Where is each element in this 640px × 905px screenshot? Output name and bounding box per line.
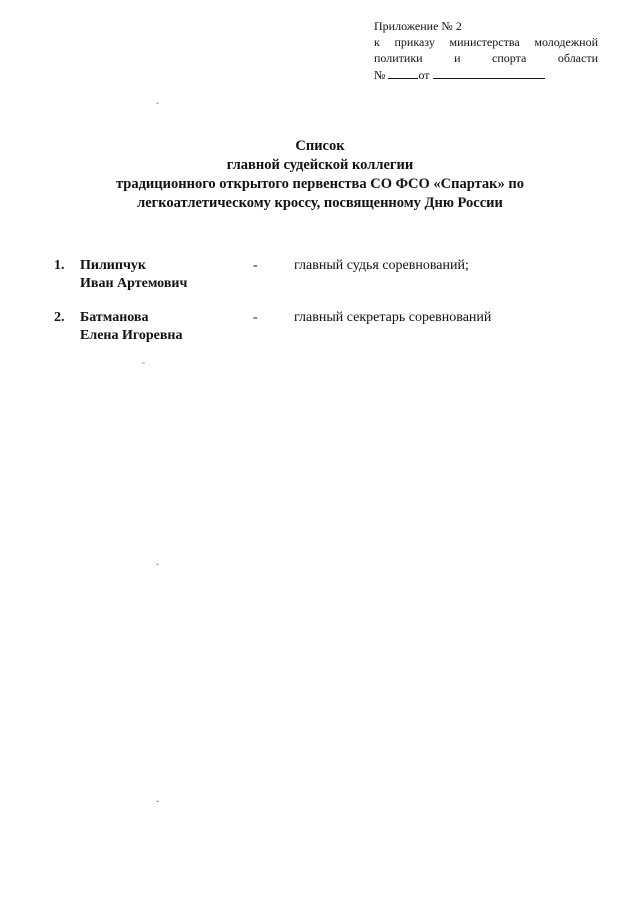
entry-dash: - xyxy=(253,310,258,325)
appendix-number-date-line xyxy=(374,66,598,83)
entry-name xyxy=(80,309,183,345)
title-line-2: главной судейской коллегии xyxy=(226,157,414,173)
entry-given-names: Елена Игоревна xyxy=(80,328,183,343)
entry-number: 1. xyxy=(54,258,65,273)
entry-role: главный судья соревнований; xyxy=(294,258,469,273)
appendix-order-line: к приказу министерства молодежной xyxy=(374,35,598,49)
document-title xyxy=(100,137,540,213)
entry-name xyxy=(80,257,187,293)
entry-dash: - xyxy=(253,258,258,273)
appendix-ministry-line: политики и спорта области xyxy=(374,51,598,65)
entry-surname: Пилипчук xyxy=(80,258,146,273)
appendix-header xyxy=(374,18,598,83)
entry-role: главный секретарь соревнований xyxy=(294,310,492,325)
scan-speck: ˆ xyxy=(156,101,159,111)
scan-speck: ˇ xyxy=(156,562,159,572)
list-item xyxy=(54,309,574,349)
title-line-1: Список xyxy=(295,138,345,154)
number-blank xyxy=(388,66,418,79)
title-line-4: легкоатлетическому кроссу, посвященному Дню России xyxy=(137,195,503,211)
title-line-3: традиционного открытого первенства СО ФСО «Спартак» по xyxy=(115,176,525,192)
entry-surname: Батманова xyxy=(80,310,149,325)
date-blank xyxy=(433,66,545,79)
entry-number: 2. xyxy=(54,310,65,325)
scan-speck: ˇ xyxy=(156,799,159,809)
entry-given-names: Иван Артемович xyxy=(80,276,188,291)
list-item xyxy=(54,257,574,297)
number-label: № xyxy=(374,68,386,82)
date-label: от xyxy=(418,68,430,82)
scan-speck: ˆ xyxy=(142,361,145,371)
appendix-title: Приложение № 2 xyxy=(374,19,462,33)
